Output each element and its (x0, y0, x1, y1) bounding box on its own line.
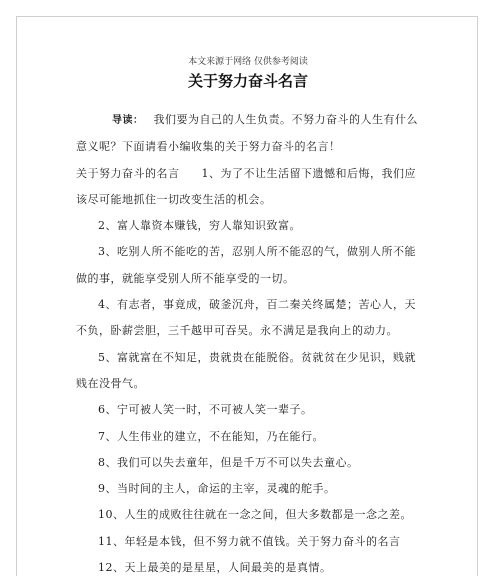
list-item: 3、吃别人所不能吃的苦，忍别人所不能忍的气，做别人所不能做的事，就能享受别人所不能享受的一切。 (76, 245, 416, 285)
list-item: 12、天上最美的是星星，人间最美的是真情。 (98, 561, 332, 575)
guide-text: 我们要为自己的人生负责。不努力奋斗的人生有什么意义呢？下面请看小编收集的关于努力奋斗的名言！ (76, 113, 418, 154)
list-item: 10、人生的成败往往就在一念之间，但大多数都是一念之差。 (98, 508, 412, 522)
list-item: 2、富人靠资本赚钱，穷人靠知识致富。 (98, 219, 301, 233)
list-item: 6、宁可被人笑一时，不可被人笑一辈子。 (98, 403, 313, 417)
list-item: 4、有志者，事竟成，破釜沉舟，百二秦关终属楚；苦心人，天不负，卧薪尝胆，三千越甲可吞吴。永不满足是我向上的动力。 (76, 298, 416, 338)
document-title: 关于努力奋斗名言 (187, 72, 308, 90)
list-item: 5、富就富在不知足，贵就贵在能脱俗。贫就贫在少见识，贱就贱在没骨气。 (76, 350, 416, 390)
list-item: 9、当时间的主人，命运的主宰，灵魂的舵手。 (98, 482, 336, 496)
section-heading: 关于努力奋斗的名言 (76, 166, 180, 180)
source-note: 本文来源于网络 仅供参考阅读 (188, 57, 308, 67)
guide-label: 导读： (112, 115, 144, 126)
guide-paragraph (76, 107, 422, 161)
document-body (76, 107, 422, 581)
list-item: 7、人生伟业的建立，不在能知，乃在能行。 (98, 429, 324, 443)
list-item: 11、年轻是本钱，但不努力就不值钱。关于努力奋斗的名言 (98, 534, 401, 548)
list-item: 8、我们可以失去童年，但是千万不可以失去童心。 (98, 455, 359, 469)
first-item-paragraph (76, 161, 422, 214)
list-item: 1、为了不让生活留下遗憾和后悔，我们应该尽可能地抓住一切改变生活的机会。 (76, 166, 416, 206)
